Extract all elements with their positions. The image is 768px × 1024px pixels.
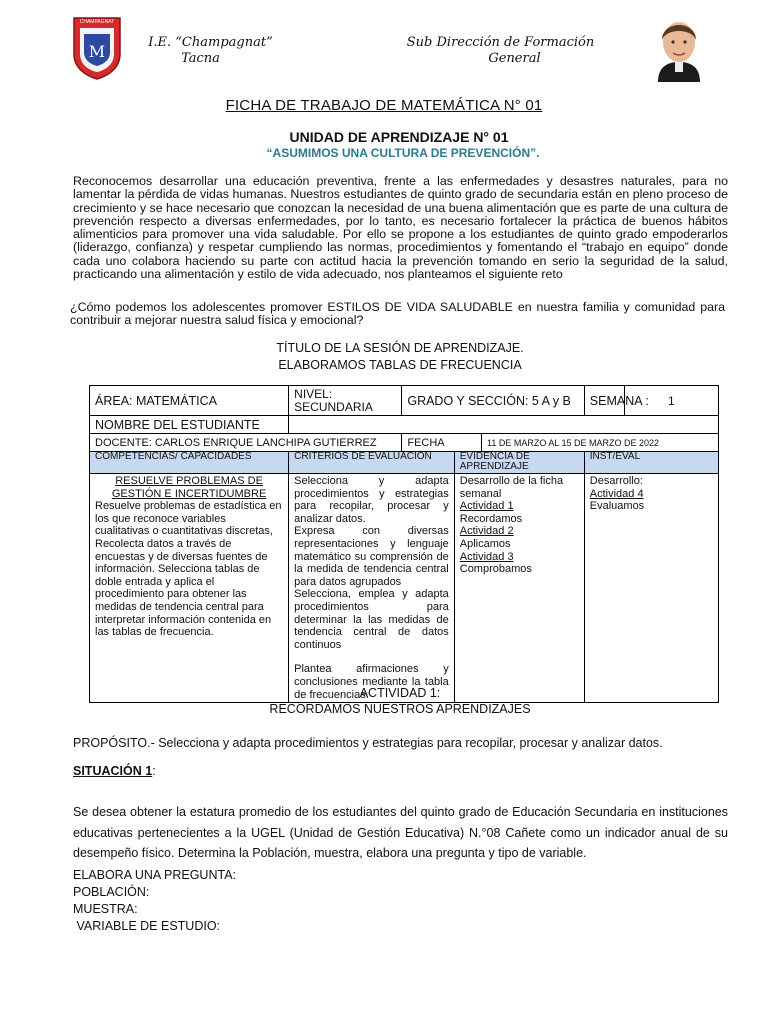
competencia-title: RESUELVE PROBLEMAS DE GESTIÓN E INCERTIDUMBRE bbox=[111, 475, 267, 500]
situacion-label: SITUACIÓN 1 bbox=[73, 764, 153, 778]
school-name-block bbox=[138, 35, 283, 67]
field-poblacion: POBLACIÓN: bbox=[73, 885, 150, 899]
criterio-1: Selecciona y adapta procedimientos y estrategias para recopilar, procesar y analizar datos. bbox=[294, 475, 449, 525]
criterio-3: Selecciona, emplea y adapta procedimientos para determinar la las medidas de tendencia central de datos continuos bbox=[294, 588, 449, 651]
session-title: ELABORAMOS TABLAS DE FRECUENCIA bbox=[278, 358, 522, 372]
evidencia-intro: Desarrollo de la ficha semanal bbox=[459, 475, 564, 500]
founder-portrait bbox=[652, 12, 706, 82]
proposito: PROPÓSITO.- Selecciona y adapta procedimientos y estrategias para recopilar, procesar y analizar datos. bbox=[73, 736, 663, 750]
fecha-label-cell bbox=[402, 434, 482, 452]
header-inst bbox=[584, 452, 718, 474]
session-label: TÍTULO DE LA SESIÓN DE APRENDIZAJE. bbox=[276, 341, 524, 355]
fecha-label: FECHA bbox=[407, 436, 445, 449]
answer-fields bbox=[73, 867, 236, 935]
school-name: I.E. “Champagnat” bbox=[148, 35, 273, 50]
inst-cell bbox=[584, 474, 718, 703]
header-inst-text: INST/EVAL bbox=[589, 451, 641, 462]
inst-label: Desarrollo: bbox=[589, 475, 643, 487]
nivel-value: SECUNDARIA bbox=[294, 399, 373, 414]
unit-subtitle: “ASUMIMOS UNA CULTURA DE PREVENCIÓN”. bbox=[266, 146, 540, 160]
header-criterios-text: CRITERIOS DE EVALUACION bbox=[294, 451, 432, 462]
fecha-value-cell bbox=[482, 434, 719, 452]
competencia-text: Resuelve problemas de estadística en los que reconoce variables cualitativas o cuantitativas discretas, Recolecta datos a través de encuestas y de diversas fuentes de información. Selecciona tablas de doble entrada y aplica el procedimiento para obtener las medidas de tendencia central para interpretar información contenida en las tablas de frecuencia. bbox=[95, 500, 282, 639]
header-competencias-text: COMPETENCIAS/ CAPACIDADES bbox=[95, 451, 252, 462]
evidencia-desc-3: Comprobamos bbox=[459, 563, 532, 576]
intro-paragraph: Reconocemos desarrollar una educación preventiva, frente a las enfermedades y desastres naturales, para no lamentar la pérdida de vidas humanas. Nuestros estudiantes de quinto grado de secundaria están en pleno proceso de crecimiento y se hace necesario que conozcan la necesidad de una buena alimentación que es parte de una cultura de prevención respecto a diversas enfermedades, por lo tanto, es necesario fortalecer la práctica de buenos hábitos alimenticios para promover una vida saludable. Por ello se propone a los estudiantes de quinto grado empoderarlos (liderazgo, confianza) y respetar cumpliendo las normas, procedimientos y fomentando el “trabajo en equipo” donde cada uno colabora haciendo su parte con actitud hacia la prevención tomando en serio la seguridad de la salud, practicando una alimentación y estilo de vida adecuado, nos planteamos el siguiente reto bbox=[73, 174, 728, 282]
direction-block bbox=[398, 35, 603, 67]
competencia-cell bbox=[90, 474, 289, 703]
nombre-input-cell[interactable] bbox=[289, 416, 719, 434]
activity-label: ACTIVIDAD 1: bbox=[359, 686, 441, 700]
criterios-cell bbox=[289, 474, 455, 703]
nombre-cell bbox=[90, 416, 289, 434]
evidencia-activity-3: Actividad 3 bbox=[459, 550, 514, 563]
evidencia-cell bbox=[454, 474, 584, 703]
nivel-label: NIVEL: bbox=[294, 386, 333, 401]
header-evidencia bbox=[454, 452, 584, 474]
direction-line2: General bbox=[488, 51, 541, 66]
activity-title: RECORDAMOS NUESTROS APRENDIZAJES bbox=[269, 702, 531, 716]
semana-label: SEMANA : bbox=[589, 393, 649, 408]
evidencia-desc-1: Recordamos bbox=[459, 512, 523, 525]
svg-text:M: M bbox=[88, 42, 106, 61]
grado-text: GRADO Y SECCIÓN: 5 A y B bbox=[407, 393, 571, 408]
unit-title: UNIDAD DE APRENDIZAJE N° 01 bbox=[289, 129, 509, 145]
situacion-text: Se desea obtener la estatura promedio de los estudiantes del quinto grado de Educación Secundaria en instituciones educativas pertenecientes a la UGEL (Unidad de Gestión Educativa) N.°08 Cañete como un indicador anual de su desempeño físico. Determina la Población, muestra, elabora una pregunta y tipo de variable. bbox=[73, 805, 728, 860]
situacion-heading: SITUACIÓN 1: bbox=[73, 764, 156, 778]
evidencia-activity-2: Actividad 2 bbox=[459, 525, 514, 538]
school-shield-logo bbox=[72, 14, 122, 80]
shield-text: CHAMPAGNAT bbox=[79, 19, 115, 25]
inst-desc: Evaluamos bbox=[589, 500, 645, 513]
header-evidencia-text: EVIDENCIA DE APRENDIZAJE bbox=[459, 451, 530, 472]
criterio-4: Plantea afirmaciones y conclusiones mediante la tabla de frecuencias. bbox=[294, 663, 449, 701]
school-city: Tacna bbox=[181, 51, 220, 66]
evidencia-activity-1: Actividad 1 bbox=[459, 500, 514, 513]
criterio-2: Expresa con diversas representaciones y lenguaje matemático su comprensión de la medida de tendencia central para datos agrupados bbox=[294, 525, 449, 588]
area-text: ÁREA: MATEMÁTICA bbox=[95, 393, 218, 408]
area-cell bbox=[90, 386, 289, 416]
field-pregunta: ELABORA UNA PREGUNTA: bbox=[73, 868, 237, 882]
fecha-value: 11 DE MARZO AL 15 DE MARZO DE 2022 bbox=[487, 437, 660, 448]
semana-value: 1 bbox=[667, 393, 675, 408]
header-competencias bbox=[90, 452, 289, 474]
evidencia-desc-2: Aplicamos bbox=[459, 537, 511, 550]
guiding-question: ¿Cómo podemos los adolescentes promover ESTILOS DE VIDA SALUDABLE en nuestra familia y comunidad para contribuir a mejorar nuestra salud física y emocional? bbox=[70, 300, 725, 328]
doc-title: FICHA DE TRABAJO DE MATEMÁTICA N° 01 bbox=[225, 97, 543, 114]
nivel-cell bbox=[289, 386, 402, 416]
session-info-table bbox=[89, 385, 719, 703]
docente-text: DOCENTE: CARLOS ENRIQUE LANCHIPA GUTIERREZ bbox=[95, 436, 377, 449]
grado-cell bbox=[402, 386, 584, 416]
inst-activity: Actividad 4 bbox=[589, 487, 644, 500]
semana-label-cell bbox=[584, 386, 649, 416]
header-criterios bbox=[289, 452, 455, 474]
direction-line1: Sub Dirección de Formación bbox=[406, 35, 595, 50]
field-variable: VARIABLE DE ESTUDIO: bbox=[73, 919, 221, 933]
nombre-label: NOMBRE DEL ESTUDIANTE bbox=[95, 417, 260, 432]
docente-cell bbox=[90, 434, 402, 452]
field-muestra: MUESTRA: bbox=[73, 902, 138, 916]
